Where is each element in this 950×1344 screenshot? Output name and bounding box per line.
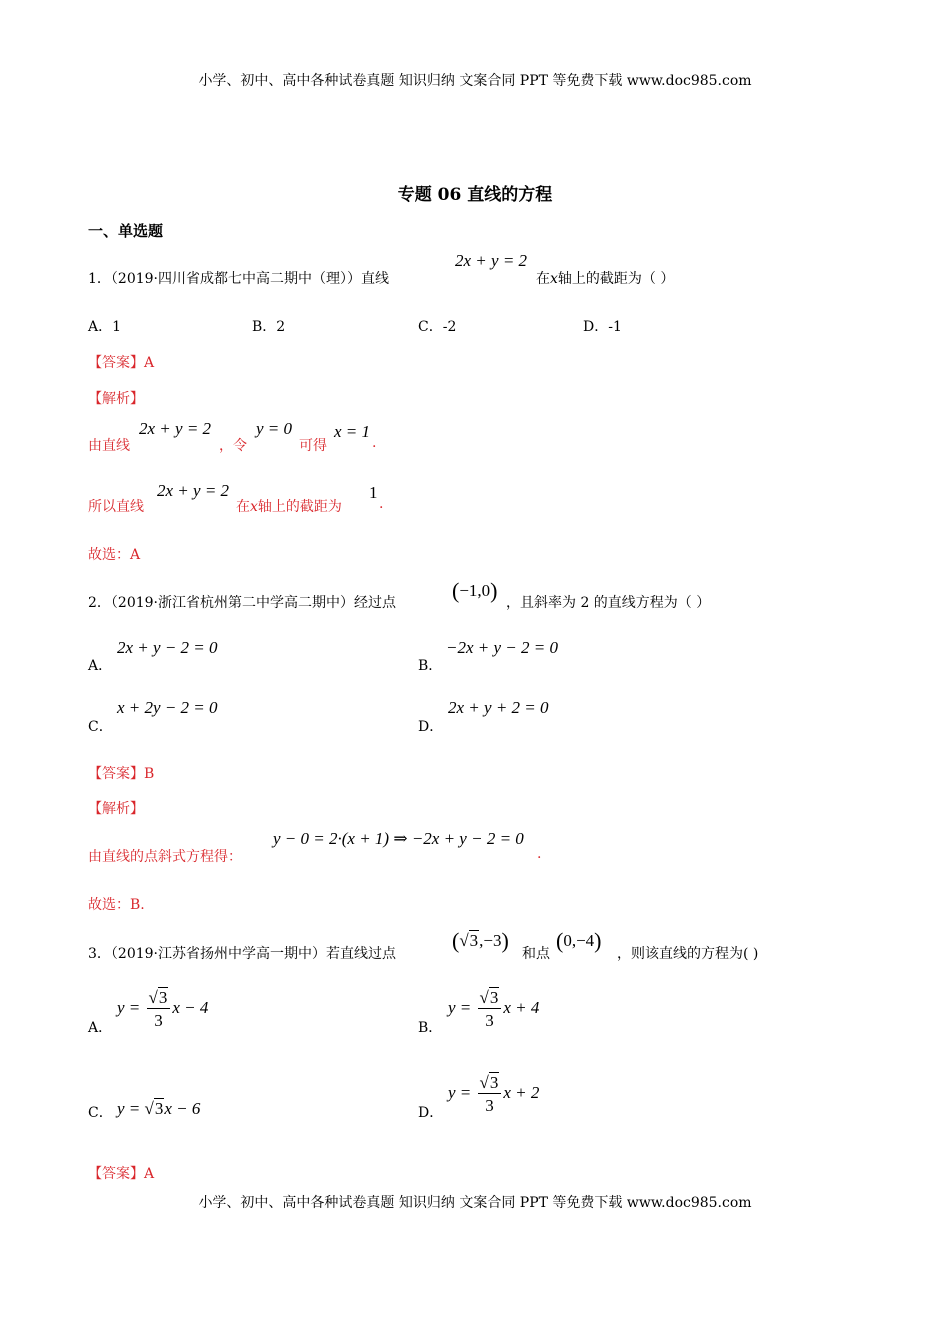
q3-option-b-label: B． bbox=[418, 1020, 443, 1036]
q1-solution-1-pre: 由直线 bbox=[88, 438, 130, 454]
q2-option-b-label: B． bbox=[418, 658, 443, 674]
point-value: −1,0 bbox=[459, 581, 491, 600]
tail: x − 6 bbox=[164, 1099, 201, 1118]
q2-option-b-value: −2x + y − 2 = 0 bbox=[446, 638, 558, 657]
answer-value: B bbox=[144, 766, 155, 782]
q2-option-c-label: C． bbox=[88, 719, 113, 735]
fraction bbox=[478, 1074, 502, 1114]
sqrt-radicand: 3 bbox=[469, 931, 479, 950]
q1-option-a bbox=[88, 316, 121, 336]
lhs: y = bbox=[117, 997, 141, 1017]
q2-stem-pre: 2．（2019·浙江省杭州第二中学高二期中）经过点 bbox=[88, 595, 396, 611]
answer-tag: 【答案】 bbox=[88, 766, 144, 782]
option-value: -1 bbox=[608, 319, 622, 335]
sqrt-radicand: 3 bbox=[158, 988, 168, 1007]
q3-option-a-value bbox=[117, 989, 208, 1029]
q1-solution-1-end: . bbox=[372, 435, 377, 451]
numerator: √3 bbox=[147, 989, 171, 1009]
q2-analysis-tag: 【解析】 bbox=[88, 801, 144, 817]
q2-option-d-label: D． bbox=[418, 719, 444, 735]
numerator: √3 bbox=[478, 1074, 502, 1094]
text: 在 bbox=[236, 499, 250, 515]
tail: x + 2 bbox=[503, 1082, 540, 1102]
q3-option-c-value bbox=[117, 1099, 200, 1119]
q1-solution-1-eq1: 2x + y = 2 bbox=[139, 419, 212, 438]
q2-solution-eq: y − 0 = 2·(x + 1) ⇒ −2x + y − 2 = 0 bbox=[273, 829, 524, 848]
page-title: 专题 06 直线的方程 bbox=[397, 185, 553, 205]
q3-option-d-label: D． bbox=[418, 1105, 444, 1121]
point-value: 0,−4 bbox=[563, 931, 595, 950]
sqrt-symbol: √3 bbox=[144, 1099, 164, 1118]
q2-option-a-label: A． bbox=[88, 658, 113, 674]
q2-answer bbox=[88, 763, 154, 783]
page-footer: 小学、初中、高中各种试卷真题 知识归纳 文案合同 PPT 等免费下载 www.doc985.com bbox=[198, 1195, 752, 1211]
sqrt-symbol: √3 bbox=[459, 931, 479, 950]
q3-option-a-label: A． bbox=[88, 1020, 113, 1036]
answer-tag: 【答案】 bbox=[88, 1166, 144, 1182]
fraction bbox=[147, 989, 171, 1029]
option-label: A． bbox=[88, 319, 113, 335]
q2-point: (−1,0) bbox=[452, 578, 498, 603]
option-label: D． bbox=[583, 319, 609, 335]
q1-solution-1-mid: ，令 bbox=[219, 438, 247, 454]
q1-solution-2-eq: 2x + y = 2 bbox=[157, 481, 230, 500]
option-label: C． bbox=[418, 319, 443, 335]
q3-point-2: (0,−4) bbox=[556, 928, 602, 953]
q2-stem-post: ，且斜率为 2 的直线方程为（ ） bbox=[506, 595, 711, 611]
q2-option-d-value: 2x + y + 2 = 0 bbox=[448, 698, 549, 717]
answer-value: A bbox=[144, 1166, 155, 1182]
q3-option-c-label: C． bbox=[88, 1105, 113, 1121]
q2-conclusion: 故选：B. bbox=[88, 897, 145, 913]
q1-solution-1-eq2: y = 0 bbox=[256, 419, 293, 438]
q1-solution-2-val: 1 bbox=[369, 483, 378, 502]
q1-solution-2-tail bbox=[236, 496, 342, 516]
q2-option-c-value: x + 2y − 2 = 0 bbox=[117, 698, 218, 717]
q1-stem-pre: 1．（2019·四川省成都七中高二期中（理））直线 bbox=[88, 271, 389, 287]
q1-solution-2-pre: 所以直线 bbox=[88, 499, 144, 515]
q1-stem-post: 轴上的截距为（ ） bbox=[557, 271, 675, 287]
q3-answer bbox=[88, 1163, 154, 1183]
denominator: 3 bbox=[154, 1011, 163, 1030]
q1-stem bbox=[88, 268, 389, 288]
q1-solution-2-end: . bbox=[379, 496, 384, 512]
numerator: √3 bbox=[478, 989, 502, 1009]
q1-stem-tail bbox=[536, 268, 674, 288]
option-value: -2 bbox=[442, 319, 457, 335]
answer-value: A bbox=[144, 355, 155, 371]
sqrt-radicand: 3 bbox=[154, 1099, 164, 1118]
denominator: 3 bbox=[485, 1011, 494, 1030]
q2-solution-end: . bbox=[537, 846, 542, 862]
q2-solution-pre: 由直线的点斜式方程得： bbox=[88, 849, 242, 865]
lhs: y = bbox=[448, 1082, 472, 1102]
text-var: x bbox=[250, 499, 258, 515]
page-header: 小学、初中、高中各种试卷真题 知识归纳 文案合同 PPT 等免费下载 www.doc985.com bbox=[198, 73, 752, 89]
q1-solution-1-mid2: 可得 bbox=[299, 438, 327, 454]
fraction bbox=[478, 989, 502, 1029]
lhs: y = bbox=[448, 997, 472, 1017]
q1-answer bbox=[88, 352, 154, 372]
q1-conclusion: 故选：A bbox=[88, 547, 141, 563]
q3-option-b-value bbox=[448, 989, 539, 1029]
q3-stem-pre: 3．（2019·江苏省扬州中学高一期中）若直线过点 bbox=[88, 946, 396, 962]
text: 轴上的截距为 bbox=[257, 499, 342, 515]
sqrt-radicand: 3 bbox=[489, 988, 499, 1007]
q1-stem-var: x bbox=[550, 271, 558, 287]
q3-point-1: (√3,−3) bbox=[452, 928, 509, 953]
q1-solution-1-eq3: x = 1 bbox=[334, 422, 371, 441]
q1-stem-mid: 在 bbox=[536, 271, 550, 287]
lhs: y = bbox=[117, 1099, 141, 1118]
answer-tag: 【答案】 bbox=[88, 355, 144, 371]
point-rest: ,−3 bbox=[479, 931, 502, 950]
option-label: B． bbox=[252, 319, 277, 335]
q1-analysis-tag: 【解析】 bbox=[88, 391, 144, 407]
q2-option-a-value: 2x + y − 2 = 0 bbox=[117, 638, 218, 657]
q3-option-d-value bbox=[448, 1074, 539, 1114]
sqrt-radicand: 3 bbox=[489, 1073, 499, 1092]
q1-option-b bbox=[252, 316, 285, 336]
q1-equation: 2x + y = 2 bbox=[455, 251, 528, 270]
denominator: 3 bbox=[485, 1096, 494, 1115]
tail: x + 4 bbox=[503, 997, 540, 1017]
tail: x − 4 bbox=[172, 997, 209, 1017]
option-value: 2 bbox=[276, 319, 286, 335]
q1-option-d bbox=[583, 316, 622, 336]
q3-stem-post: ，则该直线的方程为( ) bbox=[617, 946, 759, 962]
section-heading: 一、单选题 bbox=[88, 222, 164, 240]
q3-stem-mid: 和点 bbox=[522, 946, 550, 962]
q1-option-c bbox=[418, 316, 456, 336]
option-value: 1 bbox=[112, 319, 122, 335]
